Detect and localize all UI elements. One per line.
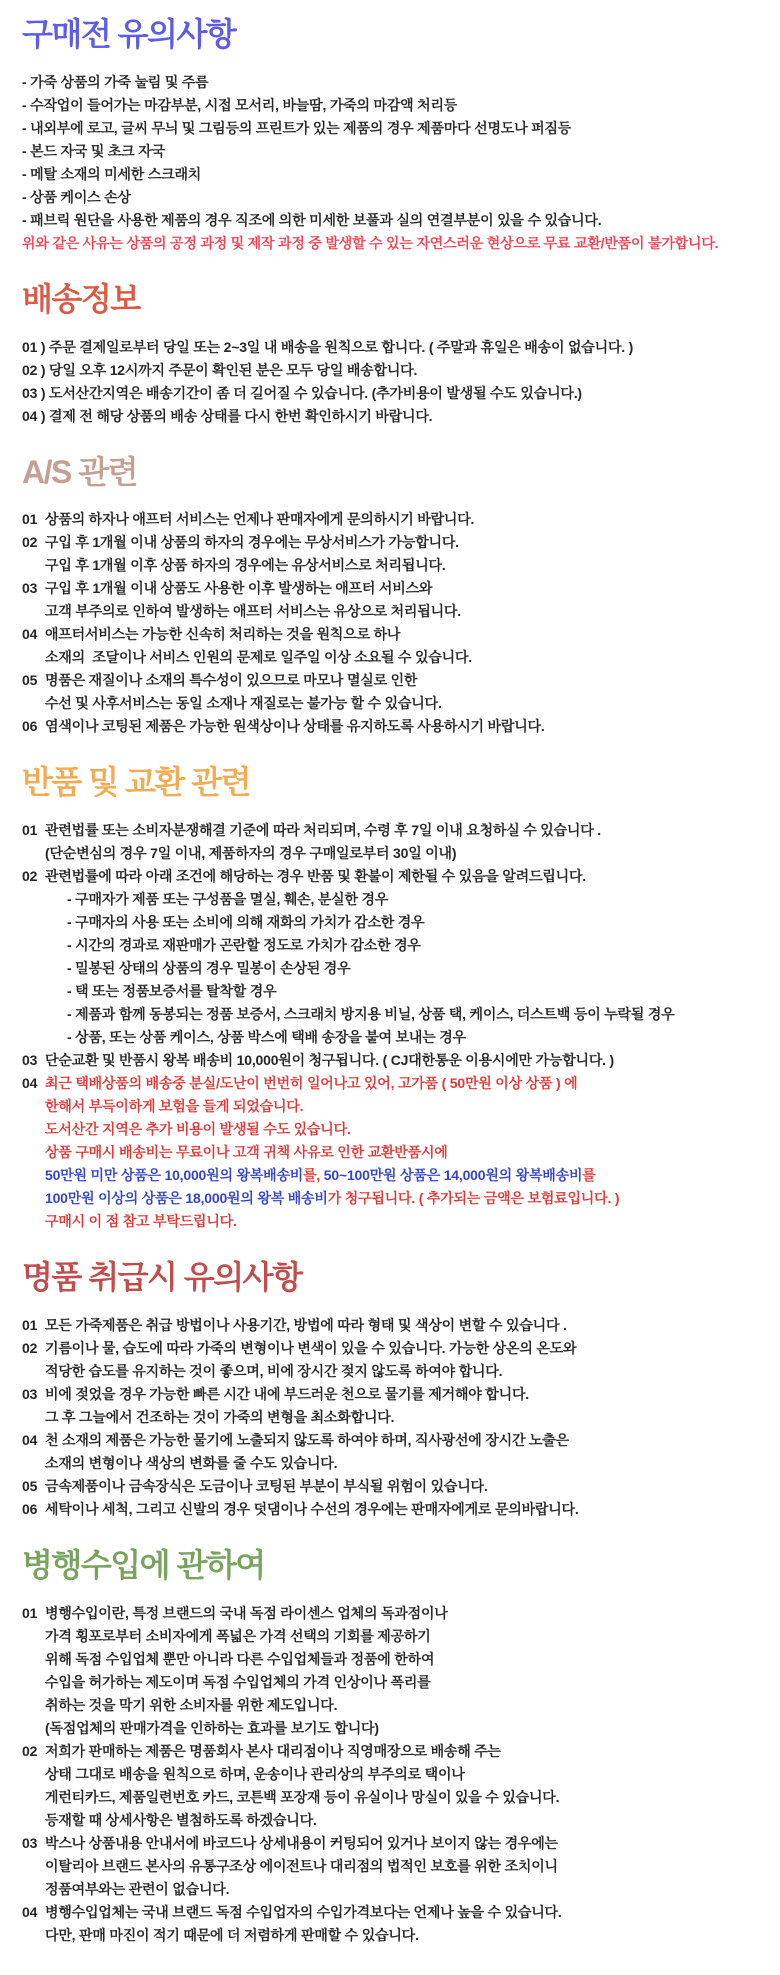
line-number: 03 bbox=[22, 1052, 38, 1069]
text-segment: 100만원 이상의 상품은 18,000원의 왕복 배송비 bbox=[45, 1190, 328, 1207]
notice-line bbox=[22, 508, 762, 531]
text-segment: 고객 부주의로 인하여 발생하는 애프터 서비스는 유상으로 처리됩니다. bbox=[45, 603, 461, 620]
line-number: 05 bbox=[22, 1477, 38, 1494]
line-number: 04 bbox=[22, 1431, 38, 1448]
line-text bbox=[45, 1694, 337, 1717]
line-text bbox=[22, 382, 582, 405]
text-segment: - 제품과 함께 동봉되는 정품 보증서, 스크래치 방지용 비닐, 상품 택, 케이스, 더스트백 등이 누락될 경우 bbox=[67, 1006, 675, 1023]
line-text bbox=[45, 531, 459, 554]
notice-line bbox=[22, 1855, 762, 1878]
text-segment: 단순교환 및 반품시 왕복 배송비 10,000원이 청구됩니다. ( CJ대한통운 이용시에만 가능합니다. ) bbox=[45, 1052, 615, 1069]
line-number: 04 bbox=[22, 1075, 38, 1092]
notice-line bbox=[22, 1475, 762, 1498]
notice-line bbox=[22, 1671, 762, 1694]
notice-line bbox=[22, 819, 762, 842]
text-segment: 병행수입업체는 국내 브랜드 독점 수입업자의 수입가격보다는 언제나 높을 수 있습니다. bbox=[45, 1903, 562, 1920]
line-text bbox=[45, 1429, 569, 1452]
text-segment: - 시간의 경과로 재판매가 곤란할 정도로 가치가 감소한 경우 bbox=[67, 937, 421, 954]
line-number: 06 bbox=[22, 1500, 38, 1517]
notice-line bbox=[22, 1072, 762, 1095]
notice-line bbox=[22, 865, 762, 888]
line-text bbox=[45, 1924, 419, 1947]
text-segment: 저희가 판매하는 제품은 명품회사 본사 대리점이나 직영매장으로 배송해 주는 bbox=[45, 1742, 501, 1759]
notice-line bbox=[22, 1625, 762, 1648]
text-segment: 최근 택배상품의 배송중 분실/도난이 번번히 일어나고 있어, 고가품 ( 50만원 이상 상품 ) 에 bbox=[45, 1075, 578, 1092]
section-title-return-exchange: 반품 및 교환 관련 bbox=[22, 764, 251, 801]
notice-line bbox=[22, 1314, 762, 1337]
notice-line bbox=[22, 1809, 762, 1832]
line-text bbox=[45, 1717, 379, 1740]
line-text bbox=[45, 1452, 337, 1475]
section-return-exchange bbox=[22, 764, 762, 1233]
notice-line bbox=[22, 1452, 762, 1475]
text-segment: - 수작업이 들어가는 마감부분, 시접 모서리, 바늘땀, 가죽의 마감액 처리등 bbox=[22, 96, 458, 113]
text-segment: 위해 독점 수입업체 뿐만 아니라 다른 수입업체들과 정품에 한하여 bbox=[45, 1650, 435, 1667]
notice-line bbox=[22, 232, 762, 255]
line-text bbox=[45, 646, 472, 669]
notice-line bbox=[22, 1429, 762, 1452]
line-text bbox=[22, 186, 131, 209]
text-segment: 04 ) 결제 전 해당 상품의 배송 상태를 다시 한번 확인하시기 바랍니다. bbox=[22, 407, 433, 424]
text-segment: - 패브릭 원단을 사용한 제품의 경우 직조에 의한 미세한 보풀과 실의 연결부분이 있을 수 있습니다. bbox=[22, 211, 602, 228]
text-segment: 도서산간 지역은 추가 비용이 발생될 수도 있습니다. bbox=[45, 1121, 351, 1138]
text-segment: 가격 횡포로부터 소비자에게 폭넓은 가격 선택의 기회를 제공하기 bbox=[45, 1627, 431, 1644]
line-text bbox=[45, 1314, 567, 1337]
line-text bbox=[67, 957, 350, 980]
line-text bbox=[22, 117, 571, 140]
line-number: 02 bbox=[22, 868, 38, 885]
line-number: 02 bbox=[22, 534, 38, 551]
notice-line bbox=[22, 1648, 762, 1671]
line-text bbox=[45, 1832, 558, 1855]
notice-line bbox=[22, 186, 762, 209]
text-segment: - 가죽 상품의 가죽 눌림 및 주름 bbox=[22, 73, 209, 90]
line-text bbox=[67, 980, 276, 1003]
notice-line bbox=[22, 531, 762, 554]
line-text bbox=[22, 336, 633, 359]
notice-line bbox=[22, 1360, 762, 1383]
notice-line bbox=[22, 623, 762, 646]
text-segment: - 구매자의 사용 또는 소비에 의해 재화의 가치가 감소한 경우 bbox=[67, 914, 425, 931]
notice-line bbox=[22, 692, 762, 715]
line-text bbox=[45, 1855, 558, 1878]
line-text bbox=[45, 1878, 229, 1901]
notice-line bbox=[22, 1832, 762, 1855]
text-segment: 수선 및 사후서비스는 동일 소재나 재질로는 불가능 할 수 있습니다. bbox=[45, 695, 442, 712]
line-text bbox=[45, 1648, 434, 1671]
text-segment: 구입 후 1개월 이내 상품의 하자의 경우에는 무상서비스가 가능합니다. bbox=[45, 534, 459, 551]
line-number: 01 bbox=[22, 822, 38, 839]
line-text bbox=[22, 232, 718, 255]
text-segment: 한해서 부득이하게 보험을 들게 되었습니다. bbox=[45, 1098, 304, 1115]
notice-line bbox=[22, 669, 762, 692]
line-text bbox=[22, 94, 457, 117]
line-text bbox=[45, 1901, 562, 1924]
line-text bbox=[45, 1763, 465, 1786]
line-text bbox=[45, 1809, 317, 1832]
text-segment: 수입을 허가하는 제도이며 독점 수입업체의 가격 인상이나 폭리를 bbox=[45, 1673, 431, 1690]
section-title-purchase-notice: 구매전 유의사항 bbox=[22, 16, 236, 52]
text-segment: 관련법률 또는 소비자분쟁해결 기준에 따라 처리되며, 수령 후 7일 이내 요청하실 수 있습니다 . bbox=[45, 822, 601, 839]
notice-line bbox=[22, 1187, 762, 1210]
text-segment: 적당한 습도를 유지하는 것이 좋으며, 비에 장시간 젖지 않도록 하여야 합니다. bbox=[45, 1362, 503, 1379]
notice-line bbox=[22, 1740, 762, 1763]
text-segment: 구매시 이 점 참고 부탁드립니다. bbox=[45, 1213, 237, 1230]
line-number: 01 bbox=[22, 1604, 38, 1621]
notice-line bbox=[22, 577, 762, 600]
line-text bbox=[45, 1786, 559, 1809]
notice-line bbox=[22, 934, 762, 957]
line-number: 03 bbox=[22, 1385, 38, 1402]
section-as-info bbox=[22, 454, 762, 739]
text-segment: - 상품 케이스 손상 bbox=[22, 188, 131, 205]
notice-line bbox=[22, 1049, 762, 1072]
line-text bbox=[45, 508, 474, 531]
text-segment: (독점업체의 판매가격을 인하하는 효과를 보기도 합니다) bbox=[45, 1719, 379, 1736]
text-segment: (단순변심의 경우 7일 이내, 제품하자의 경우 구매일로부터 30일 이내) bbox=[45, 845, 457, 862]
notice-line bbox=[22, 1602, 762, 1625]
notice-line bbox=[22, 163, 762, 186]
notice-line bbox=[22, 1383, 762, 1406]
text-segment: 소재의 조달이나 서비스 인원의 문제로 일주일 이상 소요될 수 있습니다. bbox=[45, 649, 472, 666]
notice-line bbox=[22, 1717, 762, 1740]
line-text bbox=[45, 600, 461, 623]
line-text bbox=[45, 1360, 502, 1383]
line-text bbox=[45, 1095, 303, 1118]
notice-line bbox=[22, 1026, 762, 1049]
text-segment: 세탁이나 세척, 그리고 신발의 경우 덧댐이나 수선의 경우에는 판매자에게로 문의바랍니다. bbox=[45, 1500, 579, 1517]
notice-line bbox=[22, 1924, 762, 1947]
notice-line bbox=[22, 1141, 762, 1164]
line-number: 04 bbox=[22, 626, 38, 643]
text-segment: 위와 같은 사유는 상품의 공정 과정 및 제작 과정 중 발생할 수 있는 자연스러운 현상으로 무료 교환/반품이 불가합니다. bbox=[22, 234, 719, 251]
text-segment: 상태 그대로 배송을 원칙으로 하며, 운송이나 관리상의 부주의로 택이나 bbox=[45, 1765, 465, 1782]
line-number: 04 bbox=[22, 1903, 38, 1920]
notice-line bbox=[22, 1763, 762, 1786]
line-text bbox=[45, 669, 417, 692]
section-parallel-import bbox=[22, 1547, 762, 1947]
line-text bbox=[45, 1406, 394, 1429]
line-text bbox=[45, 715, 545, 738]
notice-line bbox=[22, 1095, 762, 1118]
notice-line bbox=[22, 715, 762, 738]
notice-line bbox=[22, 842, 762, 865]
line-text bbox=[22, 163, 201, 186]
line-number: 02 bbox=[22, 1742, 38, 1759]
line-number: 02 bbox=[22, 1339, 38, 1356]
line-number: 06 bbox=[22, 718, 38, 735]
section-purchase-notice bbox=[22, 16, 762, 255]
line-text bbox=[22, 209, 601, 232]
line-text bbox=[45, 623, 400, 646]
notice-line bbox=[22, 957, 762, 980]
text-segment: - 상품, 또는 상품 케이스, 상품 박스에 택배 송장을 붙여 보내는 경우 bbox=[67, 1029, 466, 1046]
notice-line bbox=[22, 1901, 762, 1924]
text-segment: 기름이나 물, 습도에 따라 가죽의 변형이나 변색이 있을 수 있습니다. 가능한 상온의 온도와 bbox=[45, 1339, 577, 1356]
text-segment: 소재의 변형이나 색상의 변화를 줄 수도 있습니다. bbox=[45, 1454, 338, 1471]
notice-line bbox=[22, 1210, 762, 1233]
text-segment: 관련법률에 따라 아래 조건에 해당하는 경우 반품 및 환불이 제한될 수 있음을 알려드립니다. bbox=[45, 868, 586, 885]
text-segment: 가 청구됩니다. ( 추가되는 금액은 보험료입니다. ) bbox=[327, 1190, 620, 1207]
line-number: 01 bbox=[22, 1316, 38, 1333]
text-segment: 병행수입이란, 특정 브랜드의 국내 독점 라이센스 업체의 독과점이나 bbox=[45, 1604, 448, 1621]
line-text bbox=[45, 1383, 529, 1406]
text-segment: 02 ) 당일 오후 12시까지 주문이 확인된 분은 모두 당일 배송합니다. bbox=[22, 361, 418, 378]
line-text bbox=[22, 359, 417, 382]
line-text bbox=[22, 140, 165, 163]
text-segment: 모든 가죽제품은 취급 방법이나 사용기간, 방법에 따라 형태 및 색상이 변할 수 있습니다 . bbox=[45, 1316, 567, 1333]
notice-line bbox=[22, 336, 762, 359]
section-title-parallel-import: 병행수입에 관하여 bbox=[22, 1546, 265, 1583]
text-segment: 염색이나 코팅된 제품은 가능한 원색상이나 상태를 유지하도록 사용하시기 바랍니다. bbox=[45, 718, 545, 735]
notice-line bbox=[22, 140, 762, 163]
line-text bbox=[67, 911, 424, 934]
text-segment: - 내외부에 로고, 글씨 무늬 및 그림등의 프린트가 있는 제품의 경우 제품마다 선명도나 퍼짐등 bbox=[22, 119, 572, 136]
line-text bbox=[45, 1602, 448, 1625]
line-number: 03 bbox=[22, 1834, 38, 1851]
text-segment: 게런티카드, 제품일련번호 카드, 코튼백 포장재 등이 유실이나 망실이 있을 수 있습니다. bbox=[45, 1788, 560, 1805]
line-text bbox=[45, 554, 446, 577]
line-text bbox=[67, 1003, 675, 1026]
line-text bbox=[45, 1049, 614, 1072]
section-title-shipping-info: 배송정보 bbox=[22, 280, 140, 317]
line-text bbox=[67, 934, 421, 957]
text-segment: 50~100만원 상품은 14,000원의 왕복배송비 bbox=[320, 1167, 583, 1184]
line-text bbox=[45, 842, 456, 865]
notice-line bbox=[22, 1498, 762, 1521]
line-number: 01 bbox=[22, 511, 38, 528]
notice-line bbox=[22, 1694, 762, 1717]
line-text bbox=[45, 1625, 431, 1648]
section-title-as-info: A/S 관련 bbox=[22, 453, 138, 490]
text-segment: 상품의 하자나 애프터 서비스는 언제나 판매자에게 문의하시기 바랍니다. bbox=[45, 511, 475, 528]
notice-line bbox=[22, 1118, 762, 1141]
notice-line bbox=[22, 1003, 762, 1026]
line-text bbox=[45, 692, 442, 715]
text-segment: 50만원 미만 상품은 10,000원의 왕복배송비 bbox=[45, 1167, 304, 1184]
notice-sections bbox=[22, 16, 762, 1947]
text-segment: 명품은 재질이나 소재의 특수성이 있으므로 마모나 멸실로 인한 bbox=[45, 672, 418, 689]
text-segment: 그 후 그늘에서 건조하는 것이 가죽의 변형을 최소화합니다. bbox=[45, 1408, 395, 1425]
line-text bbox=[45, 1475, 488, 1498]
notice-line bbox=[22, 554, 762, 577]
text-segment: 비에 젖었을 경우 가능한 빠른 시간 내에 부드러운 천으로 물기를 제거해야 합니다. bbox=[45, 1385, 529, 1402]
text-segment: 구입 후 1개월 이내 상품도 사용한 이후 발생하는 애프터 서비스와 bbox=[45, 580, 433, 597]
text-segment: 03 ) 도서산간지역은 배송기간이 좀 더 길어질 수 있습니다. (추가비용이 발생될 수도 있습니다.) bbox=[22, 384, 582, 401]
line-text bbox=[45, 577, 432, 600]
notice-line bbox=[22, 600, 762, 623]
line-text bbox=[45, 1141, 448, 1164]
text-segment: 박스나 상품내용 안내서에 바코드나 상세내용이 커팅되어 있거나 보이지 않는 경우에는 bbox=[45, 1834, 558, 1851]
text-segment: 구입 후 1개월 이후 상품 하자의 경우에는 유상서비스로 처리됩니다. bbox=[45, 557, 446, 574]
line-text bbox=[67, 888, 388, 911]
line-text bbox=[45, 1337, 576, 1360]
notice-line bbox=[22, 1164, 762, 1187]
text-segment: 정품여부와는 관련이 없습니다. bbox=[45, 1880, 230, 1897]
notice-line bbox=[22, 646, 762, 669]
line-text bbox=[45, 1118, 351, 1141]
notice-line bbox=[22, 209, 762, 232]
notice-line bbox=[22, 1406, 762, 1429]
text-segment: 취하는 것을 막기 위한 소비자를 위한 제도입니다. bbox=[45, 1696, 338, 1713]
line-text bbox=[45, 1164, 596, 1187]
line-text bbox=[67, 1026, 466, 1049]
text-segment: 01 ) 주문 결제일로부터 당일 또는 2~3일 내 배송을 원칙으로 합니다. ( 주말과 휴일은 배송이 없습니다. ) bbox=[22, 338, 634, 355]
line-text bbox=[45, 865, 586, 888]
text-segment: 금속제품이나 금속장식은 도금이나 코팅된 부분이 부식될 위험이 있습니다. bbox=[45, 1477, 488, 1494]
line-text bbox=[22, 405, 432, 428]
text-segment: - 메탈 소재의 미세한 스크래치 bbox=[22, 165, 202, 182]
line-number: 05 bbox=[22, 672, 38, 689]
text-segment: 상품 구매시 배송비는 무료이나 고객 귀책 사유로 인한 교환반품시에 bbox=[45, 1144, 448, 1161]
section-title-luxury-care: 명품 취급시 유의사항 bbox=[22, 1259, 302, 1296]
text-segment: 를, bbox=[303, 1167, 321, 1184]
notice-line bbox=[22, 382, 762, 405]
notice-line bbox=[22, 1786, 762, 1809]
notice-line bbox=[22, 94, 762, 117]
notice-line bbox=[22, 71, 762, 94]
text-segment: 이탈리아 브랜드 본사의 유통구조상 에이전트나 대리점의 법적인 보호를 위한 조치이니 bbox=[45, 1857, 558, 1874]
line-text bbox=[45, 1072, 577, 1095]
line-text bbox=[45, 1210, 237, 1233]
text-segment: - 밀봉된 상태의 상품의 경우 밀봉이 손상된 경우 bbox=[67, 960, 351, 977]
section-shipping-info bbox=[22, 281, 762, 428]
notice-line bbox=[22, 980, 762, 1003]
notice-line bbox=[22, 359, 762, 382]
text-segment: 천 소재의 제품은 가능한 물기에 노출되지 않도록 하여야 하며, 직사광선에 장시간 노출은 bbox=[45, 1431, 569, 1448]
notice-line bbox=[22, 1337, 762, 1360]
text-segment: 애프터서비스는 가능한 신속히 처리하는 것을 원칙으로 하나 bbox=[45, 626, 401, 643]
notice-line bbox=[22, 1878, 762, 1901]
line-text bbox=[45, 1187, 619, 1210]
notice-line bbox=[22, 911, 762, 934]
line-text bbox=[45, 1740, 501, 1763]
text-segment: - 택 또는 정품보증서를 탈착할 경우 bbox=[67, 983, 277, 1000]
line-number: 03 bbox=[22, 580, 38, 597]
line-text bbox=[45, 1671, 431, 1694]
notice-line bbox=[22, 888, 762, 911]
notice-line bbox=[22, 117, 762, 140]
line-text bbox=[45, 1498, 579, 1521]
text-segment: 다만, 판매 마진이 적기 때문에 더 저렴하게 판매할 수 있습니다. bbox=[45, 1926, 419, 1943]
notice-line bbox=[22, 405, 762, 428]
line-text bbox=[22, 71, 209, 94]
section-luxury-care bbox=[22, 1259, 762, 1521]
line-text bbox=[45, 819, 601, 842]
text-segment: 등재할 때 상세사항은 별첨하도록 하겠습니다. bbox=[45, 1811, 317, 1828]
text-segment: - 구매자가 제품 또는 구성품을 멸실, 훼손, 분실한 경우 bbox=[67, 891, 389, 908]
text-segment: 를 bbox=[582, 1167, 596, 1184]
text-segment: - 본드 자국 및 초크 자국 bbox=[22, 142, 165, 159]
